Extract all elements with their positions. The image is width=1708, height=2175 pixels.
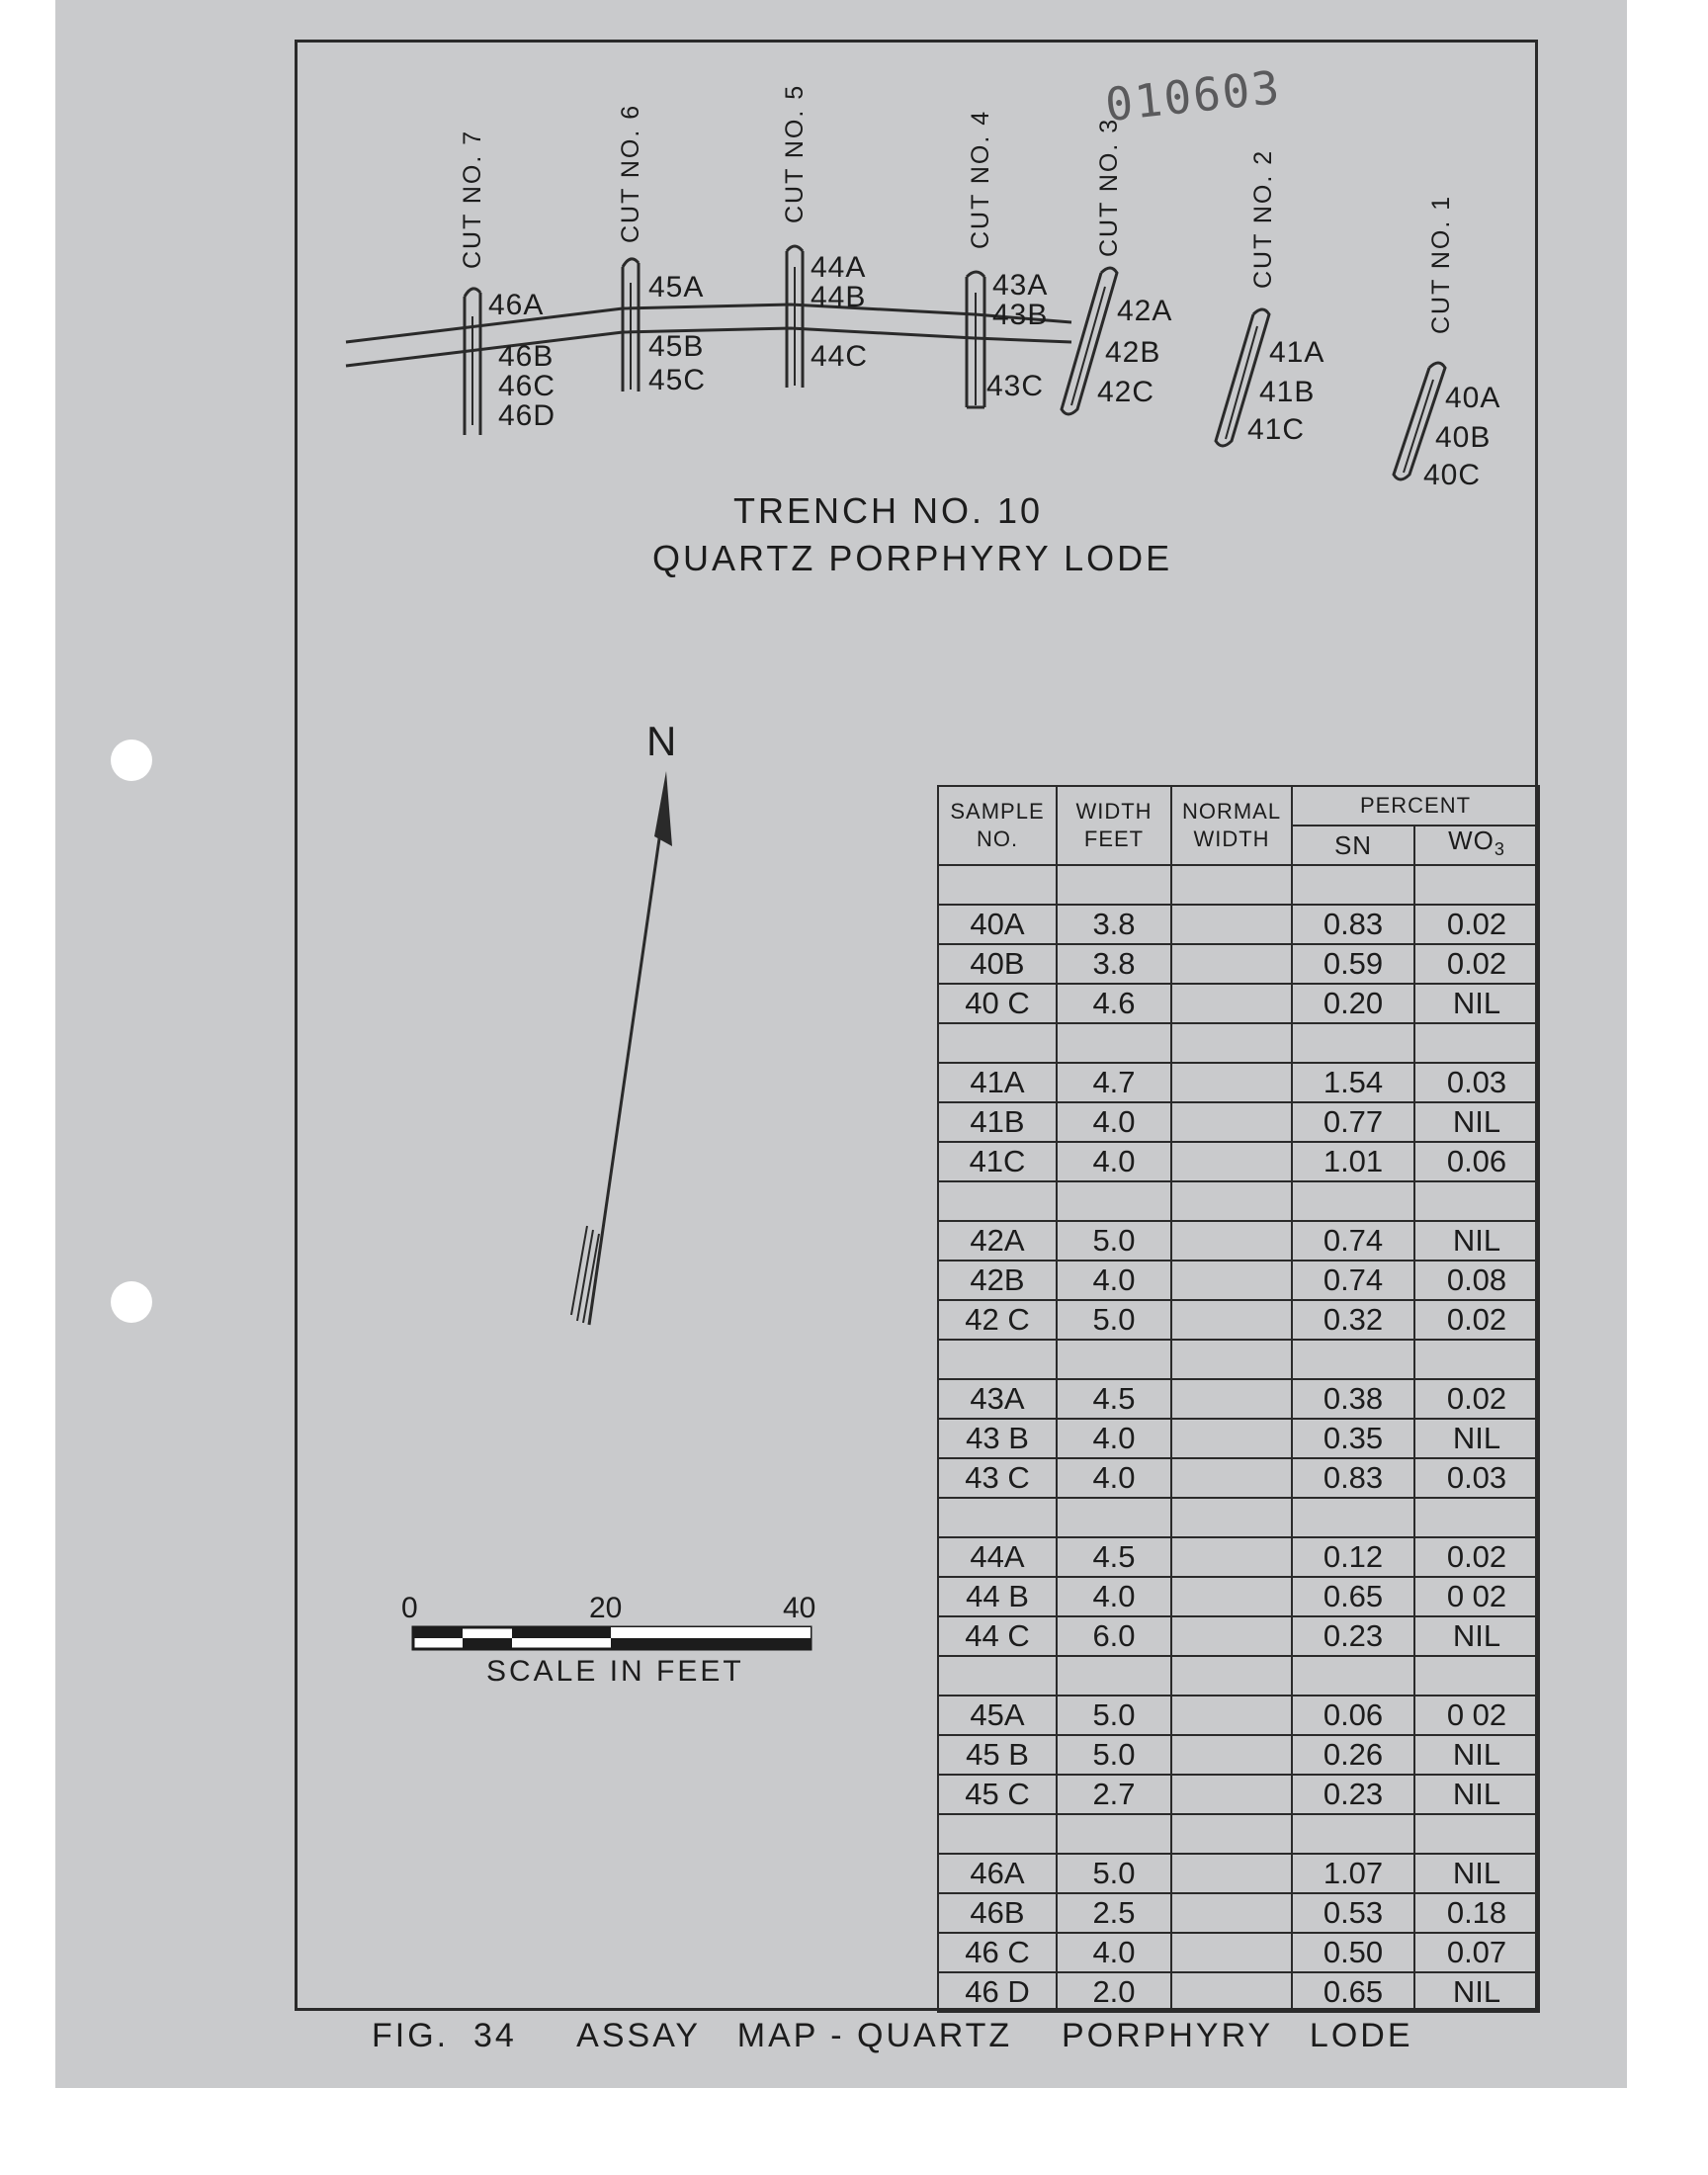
table-cell: 46A [938,1854,1057,1893]
spacer-row [938,1814,1539,1854]
table-cell: 0.26 [1292,1735,1414,1775]
table-cell: 5.0 [1057,1221,1171,1261]
table-cell: 42B [938,1261,1057,1300]
table-cell: 0.23 [1292,1616,1414,1656]
table-cell: 2.7 [1057,1775,1171,1814]
table-cell: NIL [1414,1735,1539,1775]
scale-bar [413,1627,811,1649]
spacer-row [938,1023,1539,1063]
table-cell: NIL [1414,984,1539,1023]
table-cell: 43 B [938,1419,1057,1458]
scale-tick: 20 [589,1592,623,1624]
trench-outline-bottom [346,328,1071,366]
table-cell: 0.02 [1414,944,1539,984]
table-cell: 0 02 [1414,1696,1539,1735]
table-cell: 4.6 [1057,984,1171,1023]
sample-label: 46C [498,370,556,402]
table-cell [1171,1933,1292,1972]
table-cell: 42 C [938,1300,1057,1340]
table-cell: 0.65 [1292,1972,1414,2012]
sample-label: 45A [648,271,705,304]
table-cell: 0.07 [1414,1933,1539,1972]
sample-label: 41B [1259,376,1316,408]
table-cell: 4.5 [1057,1537,1171,1577]
table-cell: 0.03 [1414,1458,1539,1498]
table-row [938,1972,1539,2012]
table-cell: 3.8 [1057,905,1171,944]
table-row [938,1893,1539,1933]
table-row [938,1300,1539,1340]
table-cell [1171,905,1292,944]
table-cell: 4.0 [1057,1933,1171,1972]
table-cell: 5.0 [1057,1696,1171,1735]
table-cell: 0.02 [1414,1379,1539,1419]
table-cell: 44 B [938,1577,1057,1616]
table-cell [1171,1735,1292,1775]
header-sn: SN [1292,826,1414,865]
table-cell: 45A [938,1696,1057,1735]
table-cell: 0.50 [1292,1933,1414,1972]
table-row [938,1063,1539,1102]
table-cell: 4.0 [1057,1261,1171,1300]
table-row [938,1419,1539,1458]
sample-label: 43C [986,370,1045,402]
table-cell: 44A [938,1537,1057,1577]
table-cell: 0 02 [1414,1577,1539,1616]
table-cell: 0.59 [1292,944,1414,984]
cut-label-5: CUT NO. 5 [781,83,809,223]
table-cell: 46 D [938,1972,1057,2012]
table-row [938,905,1539,944]
table-cell: NIL [1414,1854,1539,1893]
table-cell: 0.83 [1292,905,1414,944]
spacer-row [938,865,1539,905]
table-cell: 4.0 [1057,1458,1171,1498]
table-row [938,1102,1539,1142]
table-cell [1171,1537,1292,1577]
figure-caption: FIG. 34 ASSAY MAP - QUARTZ PORPHYRY LODE [372,2017,1413,2054]
table-cell: 0.02 [1414,1300,1539,1340]
table-cell: 44 C [938,1616,1057,1656]
table-row [938,1221,1539,1261]
table-cell [1171,1300,1292,1340]
table-cell: 4.0 [1057,1419,1171,1458]
sample-label: 42B [1105,336,1161,369]
scale-tick: 0 [401,1592,418,1624]
table-row [938,1854,1539,1893]
scale-tick: 40 [783,1592,816,1624]
sample-label: 44C [811,340,869,373]
table-cell: 0.77 [1292,1102,1414,1142]
table-cell [1171,1458,1292,1498]
sample-label: 40A [1445,382,1501,414]
table-cell: 0.83 [1292,1458,1414,1498]
sample-label: 44A [811,251,867,284]
spacer-row [938,1340,1539,1379]
header-width: WIDTH FEET [1057,786,1171,865]
table-cell [1171,1616,1292,1656]
table-row [938,1696,1539,1735]
table-cell: 0.32 [1292,1300,1414,1340]
table-cell [1171,1261,1292,1300]
table-cell: NIL [1414,1972,1539,2012]
table-cell [1171,1142,1292,1181]
table-cell: 41A [938,1063,1057,1102]
table-cell: 0.23 [1292,1775,1414,1814]
table-cell [1171,1972,1292,2012]
table-cell: 4.0 [1057,1102,1171,1142]
table-row [938,944,1539,984]
table-cell: 0.08 [1414,1261,1539,1300]
table-row [938,1735,1539,1775]
table-cell: 5.0 [1057,1854,1171,1893]
table-row [938,1379,1539,1419]
assay-table [937,785,1540,2013]
table-cell: 0.02 [1414,1537,1539,1577]
table-cell: 5.0 [1057,1300,1171,1340]
sample-label: 44B [811,281,867,313]
sample-label: 46A [488,289,545,321]
table-cell: 0.02 [1414,905,1539,944]
document-stamp: 010603 [1102,59,1284,132]
table-cell: 2.0 [1057,1972,1171,2012]
table-cell: NIL [1414,1221,1539,1261]
table-cell: 0.12 [1292,1537,1414,1577]
table-cell: 0.65 [1292,1577,1414,1616]
table-cell: 40 C [938,984,1057,1023]
table-cell: 0.20 [1292,984,1414,1023]
cut-label-6: CUT NO. 6 [617,103,644,243]
north-arrow [571,771,672,1325]
table-cell: 6.0 [1057,1616,1171,1656]
header-sample: SAMPLE NO. [938,786,1057,865]
table-cell: 40A [938,905,1057,944]
table-cell: 41C [938,1142,1057,1181]
table-row [938,1775,1539,1814]
table-cell [1171,1577,1292,1616]
header-percent: PERCENT [1292,786,1539,826]
table-row [938,1616,1539,1656]
table-cell: 0.18 [1414,1893,1539,1933]
table-cell: 4.7 [1057,1063,1171,1102]
sample-label: 46B [498,340,555,373]
table-cell: 43 C [938,1458,1057,1498]
table-cell [1171,1063,1292,1102]
table-cell [1171,1419,1292,1458]
table-row [938,984,1539,1023]
table-cell [1171,1379,1292,1419]
table-cell [1171,1854,1292,1893]
table-cell [1171,944,1292,984]
table-cell [1171,1893,1292,1933]
spacer-row [938,1498,1539,1537]
table-cell: 42A [938,1221,1057,1261]
table-cell: 40B [938,944,1057,984]
table-cell: 3.8 [1057,944,1171,984]
sample-label: 41A [1269,336,1325,369]
map-title-line2: QUARTZ PORPHYRY LODE [652,538,1173,578]
table-cell: 4.0 [1057,1577,1171,1616]
spacer-row [938,1181,1539,1221]
table-cell [1171,1221,1292,1261]
table-cell: 0.03 [1414,1063,1539,1102]
cut-label-4: CUT NO. 4 [967,109,994,249]
sample-label: 42C [1097,376,1155,408]
sample-label: 43A [992,269,1049,302]
header-wo3: $WO_3$ [1414,826,1539,865]
cut-label-3: CUT NO. 3 [1095,117,1123,257]
north-label: N [646,718,677,764]
header-normal-width: NORMAL WIDTH [1171,786,1292,865]
table-cell: 41B [938,1102,1057,1142]
table-cell: 2.5 [1057,1893,1171,1933]
sample-label: 42A [1117,295,1173,327]
table-cell: 0.06 [1292,1696,1414,1735]
table-cell: 1.54 [1292,1063,1414,1102]
cut-label-1: CUT NO. 1 [1427,194,1455,334]
table-cell [1171,1775,1292,1814]
table-cell: NIL [1414,1419,1539,1458]
cut-label-2: CUT NO. 2 [1249,148,1277,289]
table-cell [1171,984,1292,1023]
table-cell [1171,1102,1292,1142]
sample-label: 43B [992,299,1049,331]
table-row [938,1142,1539,1181]
spacer-row [938,1656,1539,1696]
scale-caption: SCALE IN FEET [486,1655,744,1688]
table-cell: NIL [1414,1616,1539,1656]
sample-label: 40B [1435,421,1492,454]
table-row [938,1458,1539,1498]
table-cell: 0.06 [1414,1142,1539,1181]
table-cell: 45 C [938,1775,1057,1814]
table-cell: NIL [1414,1102,1539,1142]
table-cell: 0.38 [1292,1379,1414,1419]
map-title-line1: TRENCH NO. 10 [733,490,1044,531]
table-row [938,1537,1539,1577]
table-cell: 45 B [938,1735,1057,1775]
table-cell: 0.74 [1292,1261,1414,1300]
table-cell: 43A [938,1379,1057,1419]
table-cell: 4.0 [1057,1142,1171,1181]
sample-label: 40C [1423,459,1482,491]
table-cell: NIL [1414,1775,1539,1814]
table-cell: 46 C [938,1933,1057,1972]
table-cell: 0.53 [1292,1893,1414,1933]
sample-label: 46D [498,399,556,432]
table-cell: 0.74 [1292,1221,1414,1261]
table-cell [1171,1696,1292,1735]
table-cell: 1.01 [1292,1142,1414,1181]
table-cell: 46B [938,1893,1057,1933]
table-cell: 1.07 [1292,1854,1414,1893]
table-row [938,1577,1539,1616]
table-cell: 4.5 [1057,1379,1171,1419]
table-row [938,1933,1539,1972]
table-cell: 5.0 [1057,1735,1171,1775]
cut-label-7: CUT NO. 7 [459,129,486,269]
sample-label: 45C [648,364,707,396]
sample-label: 45B [648,330,705,363]
sample-label: 41C [1247,413,1306,446]
assay-table-body [938,865,1539,2012]
table-row [938,1261,1539,1300]
table-cell: 0.35 [1292,1419,1414,1458]
